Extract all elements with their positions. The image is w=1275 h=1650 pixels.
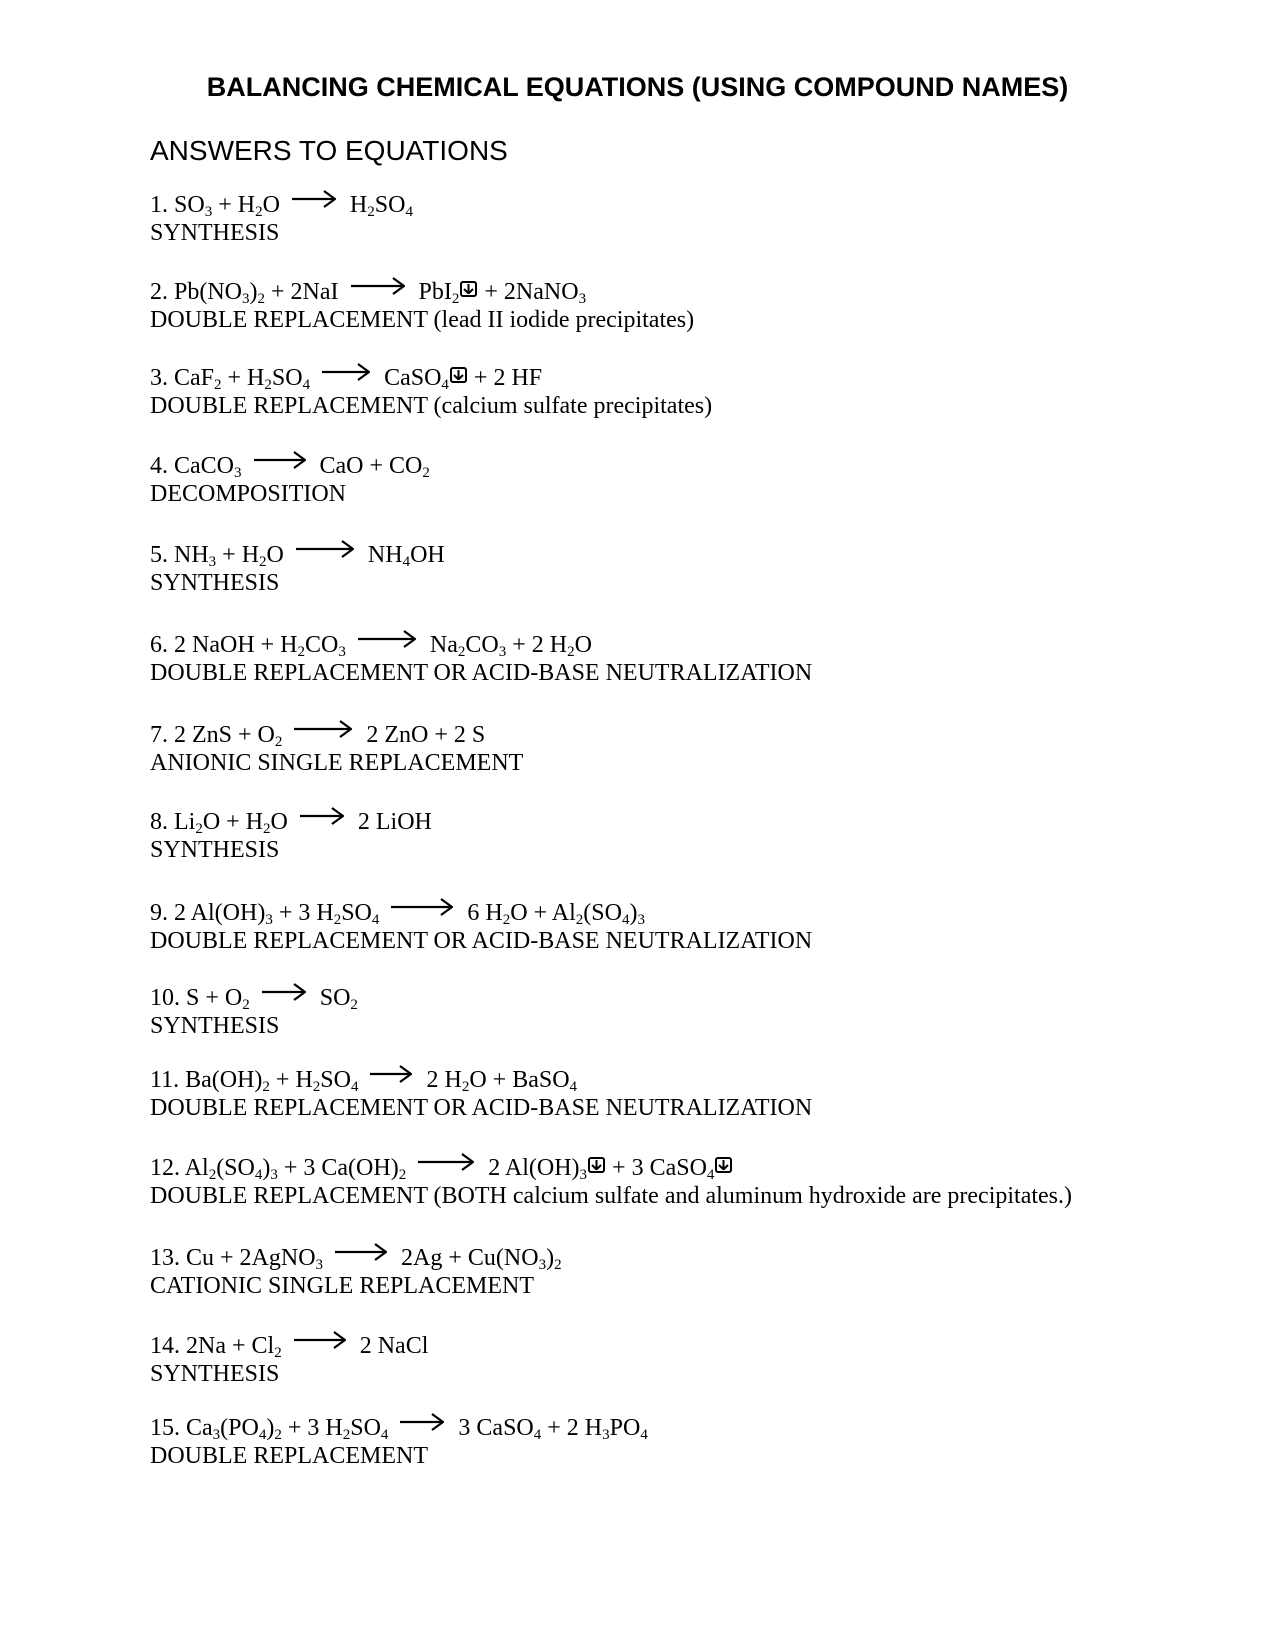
subscript: 3 xyxy=(212,1427,221,1443)
formula-text: ) xyxy=(266,1415,275,1441)
reaction-type: DOUBLE REPLACEMENT (lead II iodide precipitates) xyxy=(150,307,695,333)
formula-text: 9. 2 Al(OH) xyxy=(150,900,266,926)
subscript: 4 xyxy=(380,1427,389,1443)
formula-text: + 3 H xyxy=(281,1415,343,1441)
formula-text: + H xyxy=(212,192,256,218)
formula-text: SO xyxy=(374,192,406,218)
chemical-equation xyxy=(150,1412,648,1442)
reaction-arrow-icon xyxy=(400,1412,444,1432)
subscript: 4 xyxy=(258,1427,267,1443)
subscript: 3 xyxy=(579,1167,588,1183)
subscript: 2 xyxy=(398,1167,407,1183)
reaction-arrow-icon xyxy=(418,1152,474,1172)
subscript: 2 xyxy=(342,1427,351,1443)
subscript: 2 xyxy=(255,204,263,220)
formula-text: 4. CaCO xyxy=(150,453,234,479)
subscript: 4 xyxy=(640,1427,648,1443)
subscript: 2 xyxy=(575,912,584,928)
chemical-equation xyxy=(150,276,694,306)
chemical-equation xyxy=(150,897,812,927)
formula-text: 11. Ba(OH) xyxy=(150,1067,263,1093)
reaction-type: ANIONIC SINGLE REPLACEMENT xyxy=(150,750,524,776)
equation-item xyxy=(150,189,413,247)
equation-item xyxy=(150,539,445,597)
subscript: 2 xyxy=(461,1079,470,1095)
equation-item xyxy=(150,1064,812,1122)
subscript: 3 xyxy=(242,291,250,307)
chemical-equation xyxy=(150,189,413,219)
formula-text: CaO + CO xyxy=(319,453,423,479)
reaction-type: DOUBLE REPLACEMENT OR ACID-BASE NEUTRALIZATION xyxy=(150,928,813,954)
equation-item xyxy=(150,1412,648,1470)
formula-text: + 3 Ca(OH) xyxy=(277,1155,399,1181)
reaction-arrow-icon xyxy=(292,189,336,209)
reaction-arrow-icon xyxy=(351,276,405,296)
formula-text: 8. Li xyxy=(150,809,196,835)
reaction-arrow-icon xyxy=(262,982,306,1002)
subscript: 2 xyxy=(208,1167,217,1183)
formula-text: ) xyxy=(249,279,258,305)
subscript: 4 xyxy=(533,1427,542,1443)
reaction-type: SYNTHESIS xyxy=(150,837,280,863)
equation-item xyxy=(150,1152,1072,1210)
subscript: 2 xyxy=(554,1257,562,1273)
formula-text: 2 H xyxy=(426,1067,462,1093)
formula-text: + H xyxy=(221,365,265,391)
formula-text: + 2 H xyxy=(541,1415,603,1441)
formula-text: 2 LiOH xyxy=(357,809,432,835)
formula-text: CO xyxy=(305,632,339,658)
formula-text: 3. CaF xyxy=(150,365,215,391)
reaction-arrow-icon xyxy=(358,629,416,649)
reaction-type: DOUBLE REPLACEMENT xyxy=(150,1443,428,1469)
subscript: 2 xyxy=(297,644,306,660)
formula-text: Na xyxy=(429,632,458,658)
formula-text: 2 NaCl xyxy=(359,1333,429,1359)
formula-text: (SO xyxy=(216,1155,255,1181)
formula-text: O xyxy=(266,542,284,568)
chemical-equation xyxy=(150,806,432,836)
equation-item xyxy=(150,897,812,955)
formula-text: ) xyxy=(629,900,638,926)
subscript: 3 xyxy=(578,291,587,307)
subscript: 2 xyxy=(502,912,511,928)
formula-text: + H xyxy=(216,542,260,568)
formula-text: OH xyxy=(410,542,445,568)
formula-text: 10. S + O xyxy=(150,985,243,1011)
reaction-type: DECOMPOSITION xyxy=(150,481,347,507)
formula-text: 13. Cu + 2AgNO xyxy=(150,1245,316,1271)
formula-text: 5. NH xyxy=(150,542,209,568)
reaction-arrow-icon xyxy=(370,1064,412,1084)
reaction-type: SYNTHESIS xyxy=(150,570,280,596)
formula-text: 1. SO xyxy=(150,192,205,218)
subscript: 4 xyxy=(706,1167,715,1183)
subscript: 3 xyxy=(234,465,242,481)
formula-text: + H xyxy=(269,1067,313,1093)
subscript: 2 xyxy=(312,1079,321,1095)
chemical-equation xyxy=(150,719,523,749)
formula-text: 2 Al(OH) xyxy=(488,1155,580,1181)
precipitate-arrow-icon xyxy=(588,1157,605,1173)
formula-text: (PO xyxy=(220,1415,259,1441)
formula-text: NH xyxy=(367,542,403,568)
formula-text: O xyxy=(262,192,280,218)
subscript: 2 xyxy=(242,997,250,1013)
subscript: 2 xyxy=(457,644,466,660)
subscript: 4 xyxy=(350,1079,359,1095)
subscript: 3 xyxy=(265,912,273,928)
subscript: 4 xyxy=(371,912,380,928)
chemical-equation xyxy=(150,450,430,480)
equation-item xyxy=(150,982,358,1040)
subscript: 4 xyxy=(569,1079,578,1095)
subscript: 3 xyxy=(602,1427,610,1443)
section-heading: ANSWERS TO EQUATIONS xyxy=(150,135,508,166)
formula-text: SO xyxy=(271,365,303,391)
formula-text: + 3 H xyxy=(272,900,334,926)
reaction-arrow-icon xyxy=(254,450,306,470)
formula-text: + 2NaNO xyxy=(478,279,579,305)
subscript: 3 xyxy=(498,644,507,660)
reaction-arrow-icon xyxy=(300,806,344,826)
formula-text: 2Ag + Cu(NO xyxy=(401,1245,539,1271)
subscript: 2 xyxy=(262,1079,270,1095)
subscript: 3 xyxy=(538,1257,547,1273)
subscript: 2 xyxy=(214,377,222,393)
equation-item xyxy=(150,1330,428,1388)
subscript: 2 xyxy=(422,465,430,481)
formula-text: PbI xyxy=(418,279,452,305)
formula-text: SO xyxy=(350,1415,381,1441)
formula-text: O + BaSO xyxy=(469,1067,570,1093)
reaction-arrow-icon xyxy=(335,1242,387,1262)
formula-text: 2. Pb(NO xyxy=(150,279,243,305)
subscript: 3 xyxy=(637,912,645,928)
subscript: 2 xyxy=(567,644,575,660)
formula-text: SO xyxy=(341,900,372,926)
formula-text: 6 H xyxy=(467,900,503,926)
reaction-type: SYNTHESIS xyxy=(150,1013,280,1039)
reaction-type: SYNTHESIS xyxy=(150,1361,280,1387)
chemical-equation xyxy=(150,1064,812,1094)
subscript: 3 xyxy=(270,1167,278,1183)
formula-text: ) xyxy=(262,1155,271,1181)
reaction-type: DOUBLE REPLACEMENT (calcium sulfate precipitates) xyxy=(150,393,713,419)
subscript: 4 xyxy=(441,377,449,393)
formula-text: 14. 2Na + Cl xyxy=(150,1333,275,1359)
formula-text: (SO xyxy=(583,900,622,926)
document-title: BALANCING CHEMICAL EQUATIONS (USING COMPOUND NAMES) xyxy=(206,72,1069,102)
subscript: 2 xyxy=(274,734,283,750)
reaction-arrow-icon xyxy=(322,362,370,382)
chemical-equation xyxy=(150,1152,1072,1182)
formula-text: SO xyxy=(319,985,351,1011)
equation-item xyxy=(150,629,812,687)
formula-text: 15. Ca xyxy=(150,1415,213,1441)
subscript: 3 xyxy=(204,204,213,220)
subscript: 3 xyxy=(208,554,217,570)
formula-text: 12. Al xyxy=(150,1155,209,1181)
equation-item xyxy=(150,362,712,420)
chemical-equation xyxy=(150,362,712,392)
formula-text: O xyxy=(270,809,288,835)
chemical-equation xyxy=(150,1330,428,1360)
subscript: 2 xyxy=(195,821,203,837)
reaction-type: CATIONIC SINGLE REPLACEMENT xyxy=(150,1273,534,1299)
formula-text: PO xyxy=(609,1415,641,1441)
subscript: 2 xyxy=(367,204,375,220)
subscript: 2 xyxy=(257,291,266,307)
reaction-arrow-icon xyxy=(294,1330,346,1350)
subscript: 2 xyxy=(350,997,358,1013)
reaction-arrow-icon xyxy=(294,719,352,739)
formula-text: H xyxy=(349,192,368,218)
formula-text: O xyxy=(574,632,592,658)
equation-item xyxy=(150,450,430,508)
formula-text: CO xyxy=(465,632,499,658)
subscript: 4 xyxy=(302,377,311,393)
precipitate-arrow-icon xyxy=(450,367,467,383)
subscript: 4 xyxy=(405,204,413,220)
subscript: 2 xyxy=(263,821,271,837)
formula-text: 6. 2 NaOH + H xyxy=(150,632,298,658)
subscript: 2 xyxy=(451,291,460,307)
formula-text: SO xyxy=(320,1067,351,1093)
formula-text: + 2 HF xyxy=(467,365,543,391)
chemical-equation xyxy=(150,982,358,1012)
chemical-equation xyxy=(150,629,812,659)
equation-item xyxy=(150,806,432,864)
formula-text: + 2 H xyxy=(506,632,568,658)
subscript: 2 xyxy=(259,554,267,570)
subscript: 4 xyxy=(254,1167,263,1183)
subscript: 3 xyxy=(338,644,346,660)
formula-text: O + H xyxy=(202,809,264,835)
formula-text: 2 ZnO + 2 S xyxy=(366,722,486,748)
subscript: 4 xyxy=(621,912,630,928)
reaction-arrow-icon xyxy=(296,539,354,559)
reaction-arrow-icon xyxy=(391,897,453,917)
chemical-equation xyxy=(150,1242,562,1272)
subscript: 2 xyxy=(264,377,272,393)
equation-item xyxy=(150,719,523,777)
subscript: 4 xyxy=(402,554,411,570)
reaction-type: DOUBLE REPLACEMENT OR ACID-BASE NEUTRALIZATION xyxy=(150,660,813,686)
equation-item xyxy=(150,1242,562,1300)
reaction-type: SYNTHESIS xyxy=(150,220,280,246)
formula-text: + 3 CaSO xyxy=(606,1155,707,1181)
formula-text: 3 CaSO xyxy=(458,1415,534,1441)
equation-item xyxy=(150,276,694,334)
reaction-type: DOUBLE REPLACEMENT (BOTH calcium sulfate and aluminum hydroxide are precipitates.) xyxy=(150,1183,1073,1209)
subscript: 2 xyxy=(274,1427,282,1443)
formula-text: CaSO xyxy=(384,365,442,391)
formula-text: + 2NaI xyxy=(265,279,339,305)
subscript: 2 xyxy=(274,1345,282,1361)
chemical-equation xyxy=(150,539,445,569)
subscript: 2 xyxy=(333,912,342,928)
formula-text: O + Al xyxy=(510,900,576,926)
subscript: 3 xyxy=(315,1257,324,1273)
formula-text: 7. 2 ZnS + O xyxy=(150,722,275,748)
reaction-type: DOUBLE REPLACEMENT OR ACID-BASE NEUTRALIZATION xyxy=(150,1095,813,1121)
precipitate-arrow-icon xyxy=(715,1157,732,1173)
precipitate-arrow-icon xyxy=(460,281,477,297)
formula-text: ) xyxy=(546,1245,555,1271)
